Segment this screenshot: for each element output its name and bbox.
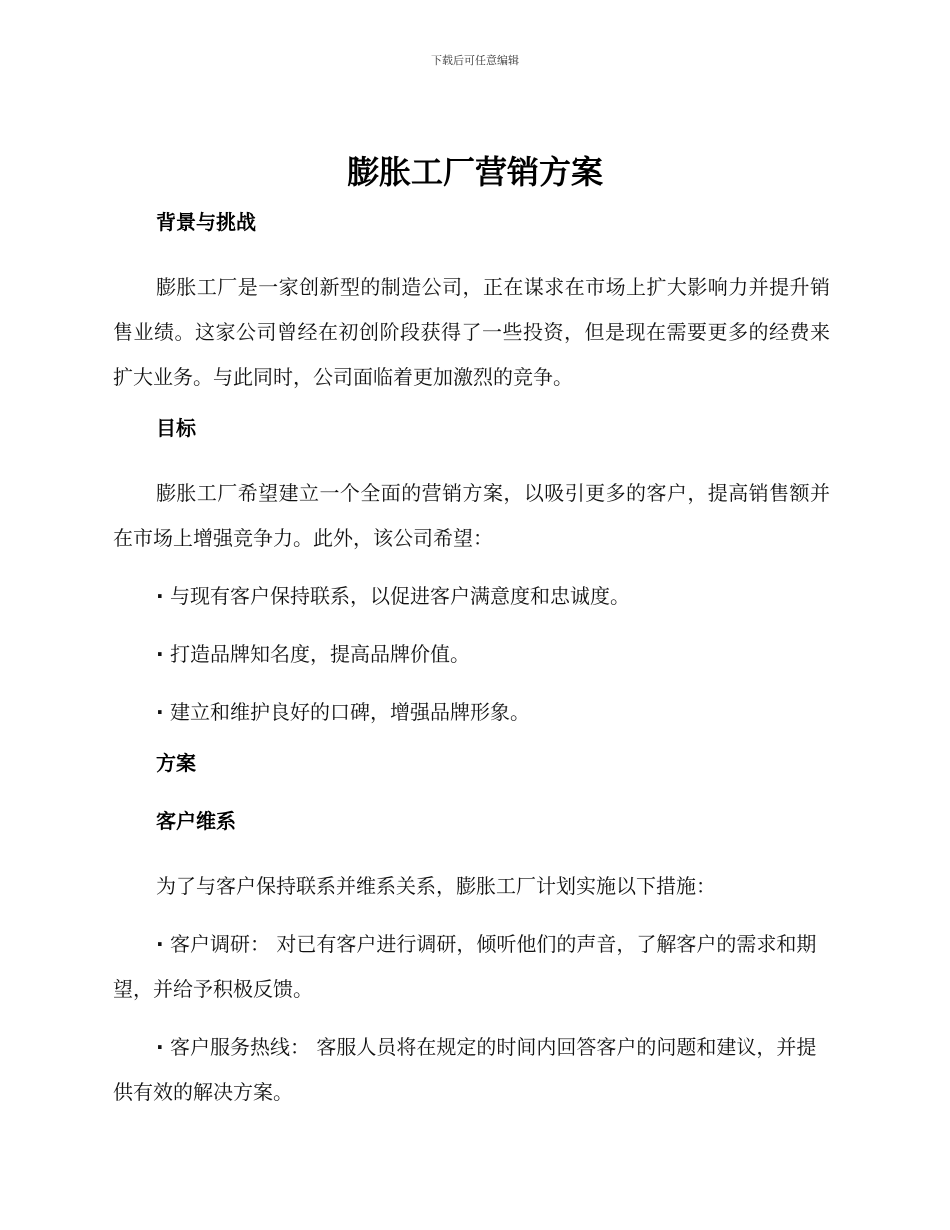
header-note: 下载后可任意编辑 xyxy=(431,54,519,67)
paragraph-goal: 膨胀工厂希望建立一个全面的营销方案，以吸引更多的客户，提高销售额并在市场上增强竞争力。此外，该公司希望： xyxy=(113,481,830,550)
goal-bullet-item xyxy=(113,632,830,677)
heading-customer-retention: 客户维系 xyxy=(156,809,236,833)
bullet-dot-icon: · xyxy=(156,1035,164,1059)
customer-bullet-text: 客户服务热线： 客服人员将在规定的时间内回答客户的问题和建议，并提供有效的解决方案。 xyxy=(113,1035,817,1104)
goal-bullet-text: 与现有客户保持联系，以促进客户满意度和忠诚度。 xyxy=(169,584,630,608)
bullet-dot-icon: · xyxy=(156,584,164,608)
customer-bullet-item xyxy=(113,1025,830,1115)
customer-bullet-item xyxy=(113,922,830,1012)
bullet-dot-icon: · xyxy=(156,700,164,724)
goal-bullet-item xyxy=(113,690,830,735)
document-title: 膨胀工厂营销方案 xyxy=(346,153,603,191)
customer-bullet-text: 客户调研： 对已有客户进行调研，倾听他们的声音，了解客户的需求和期望，并给予积极反馈。 xyxy=(113,932,817,1001)
bullet-dot-icon: · xyxy=(156,932,164,956)
paragraph-background: 膨胀工厂是一家创新型的制造公司，正在谋求在市场上扩大影响力并提升销售业绩。这家公司曾经在初创阶段获得了一些投资，但是现在需要更多的经费来扩大业务。与此同时，公司面临着更加激烈的竞争。 xyxy=(113,275,830,389)
document-body xyxy=(113,207,830,1128)
goal-bullet-text: 打造品牌知名度，提高品牌价值。 xyxy=(169,642,470,666)
bullet-dot-icon: · xyxy=(156,642,164,666)
goal-bullet-item xyxy=(113,574,830,619)
heading-background: 背景与挑战 xyxy=(156,210,256,234)
heading-goal: 目标 xyxy=(156,416,196,440)
paragraph-customer-intro: 为了与客户保持联系并维系关系，膨胀工厂计划实施以下措施： xyxy=(156,874,716,898)
heading-plan: 方案 xyxy=(156,751,196,775)
goal-bullet-text: 建立和维护良好的口碑，增强品牌形象。 xyxy=(169,700,530,724)
